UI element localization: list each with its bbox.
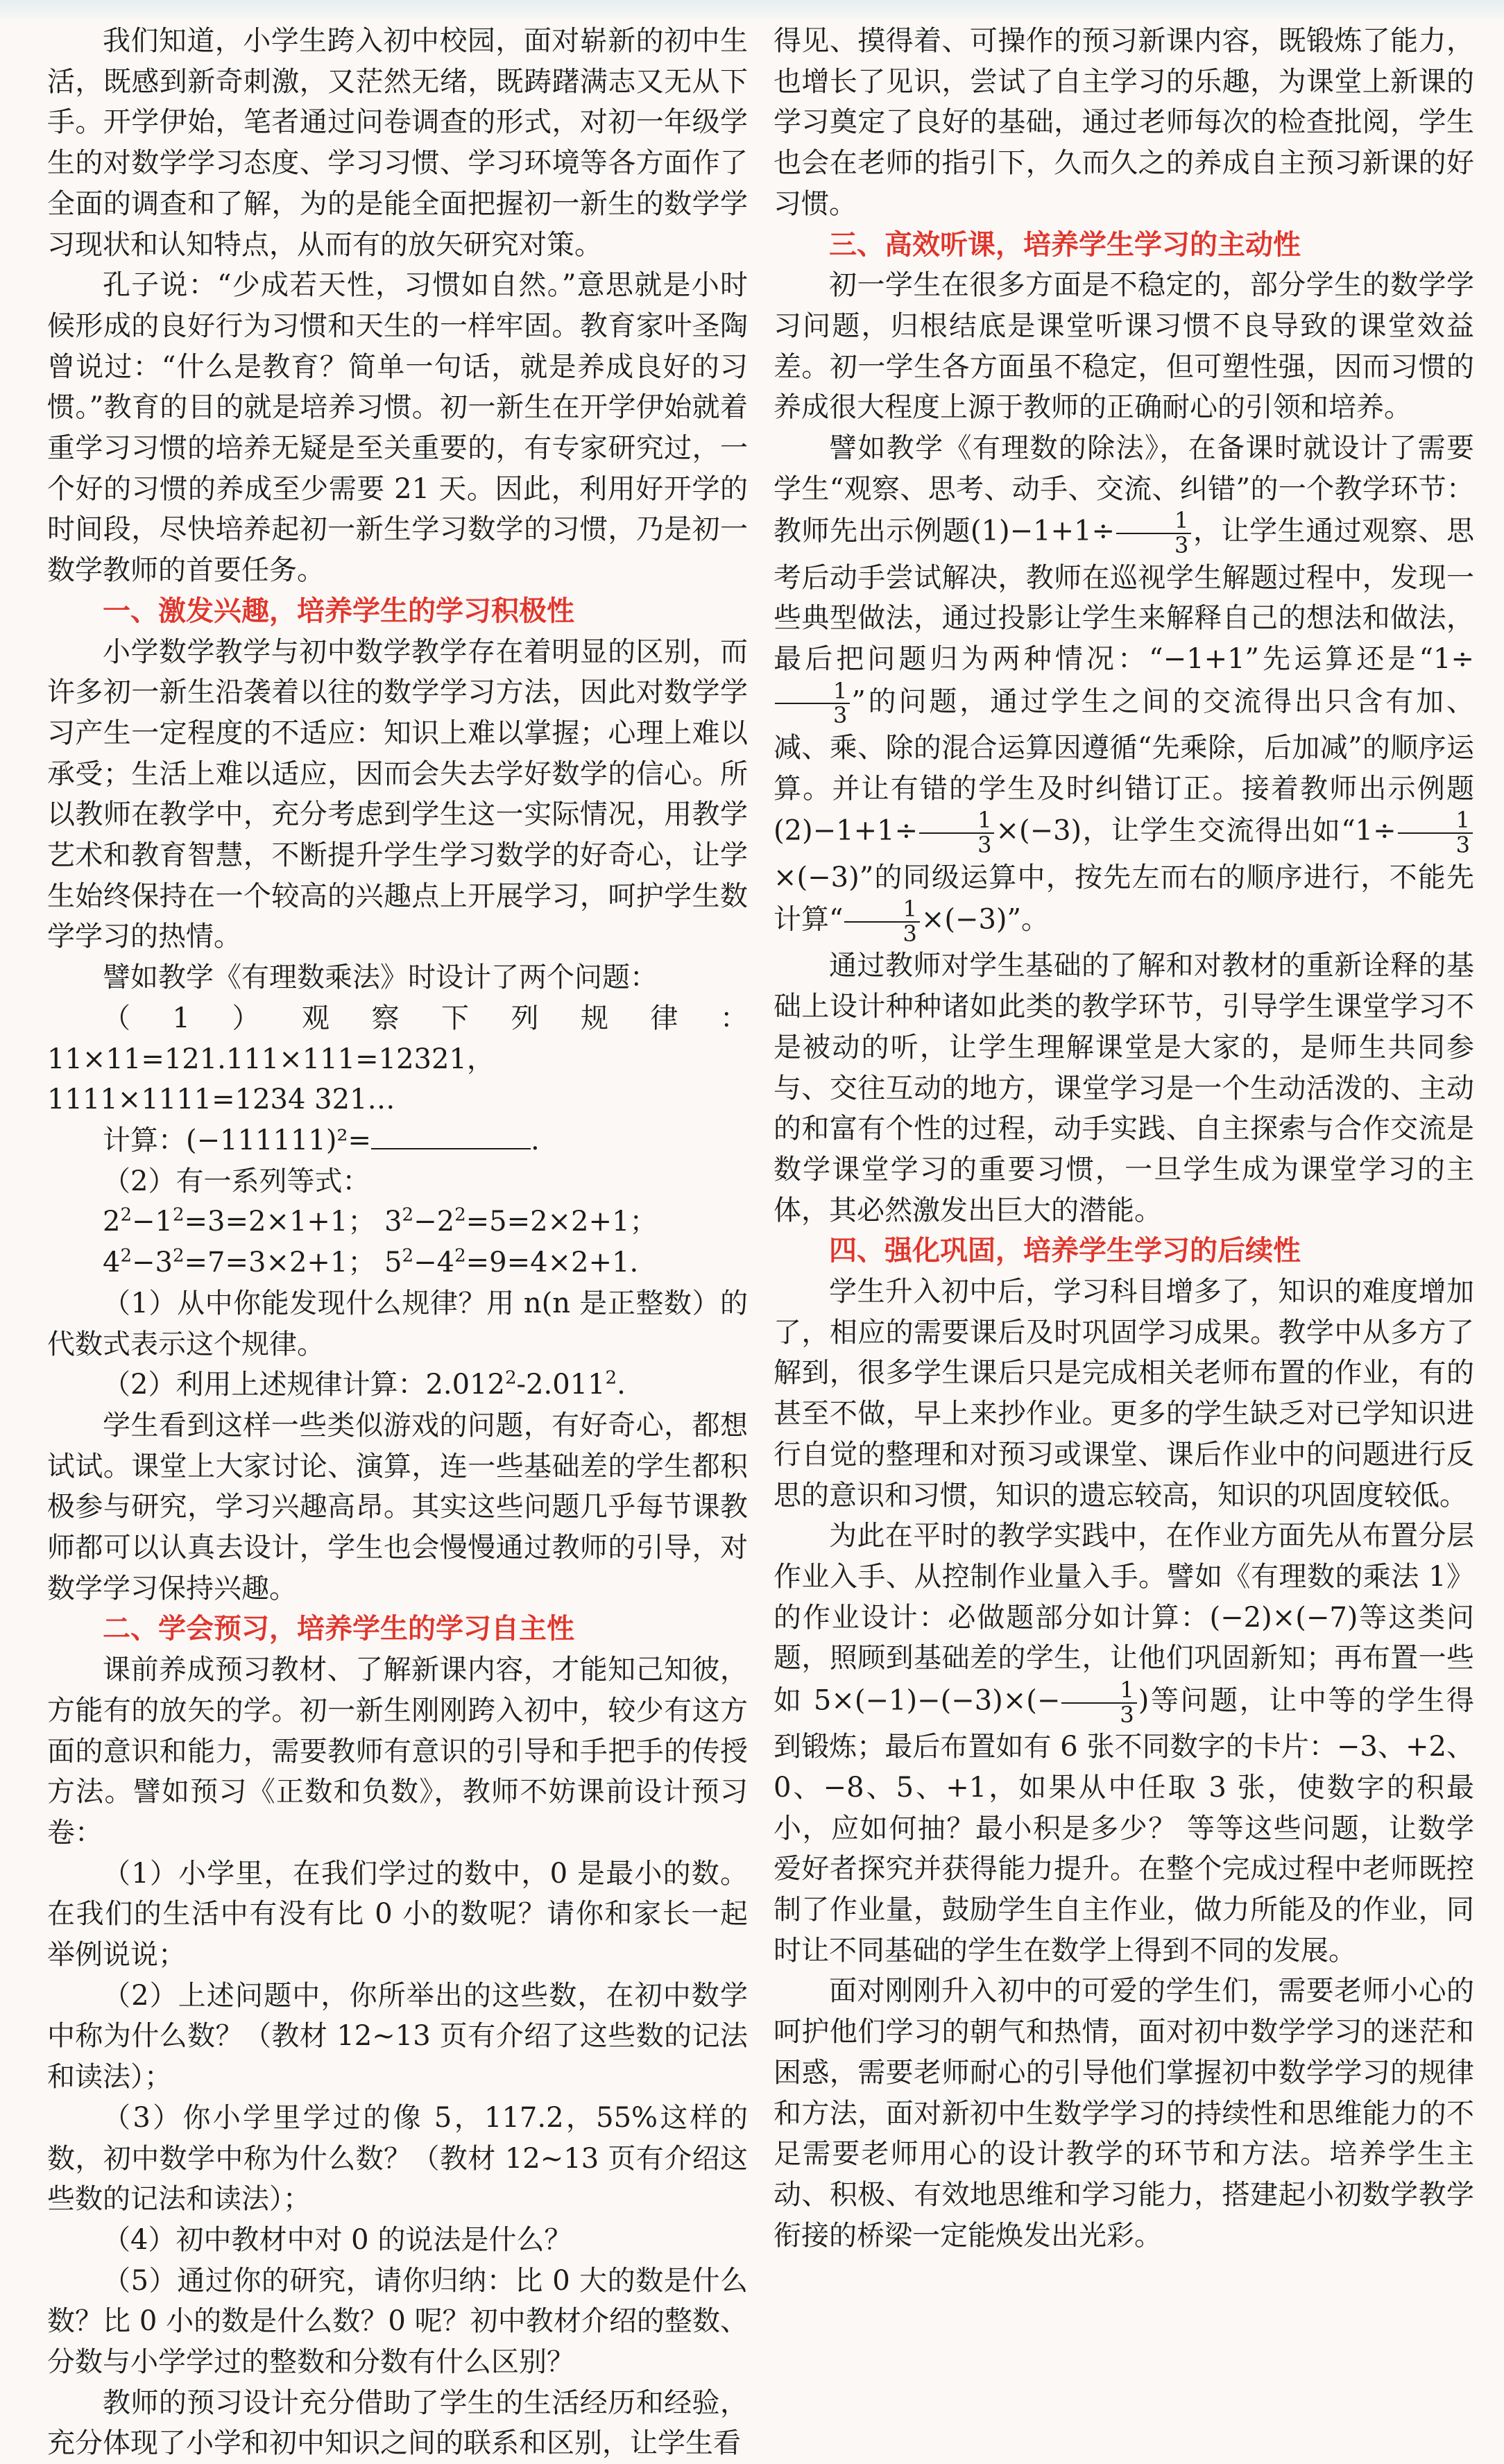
paragraph: 我们知道，小学生跨入初中校园，面对崭新的初中生活，既感到新奇刺激，又茫然无绪，既踌躇满志又无从下手。开学伊始，笔者通过问卷调查的形式，对初一年级学生的对数学学习态度、学习习惯、学习环境等各方面作了全面的调查和了解，为的是能全面把握初一新生的数学学习现状和认知特点，从而有的放矢研究对策。 — [47, 25, 748, 261]
list-item: （5）通过你的研究，请你归纳：比 0 大的数是什么数？比 0 小的数是什么数？0 呢？初中教材介绍的整数、分数与小学学过的整数和分数有什么区别？ — [47, 2264, 748, 2379]
eq-text: =3=2×1+1； 3 — [184, 1206, 402, 1238]
eq-text: −2 — [413, 1206, 455, 1238]
eq-text: 4 — [103, 1247, 121, 1279]
question-line — [47, 1120, 748, 1161]
superscript: 2 — [120, 1205, 132, 1226]
fraction — [919, 809, 994, 857]
list-item: （1）小学里，在我们学过的数中，0 是最小的数。在我们的生活中有没有比 0 小的数呢？请你和家长一起举例说说； — [47, 1857, 748, 1971]
equation-line — [47, 1201, 748, 1242]
fraction-numerator: 1 — [1116, 509, 1191, 534]
section-heading-2: 二、学会预习，培养学生的学习自主性 — [103, 1613, 574, 1645]
question-line: （1）从中你能发现什么规律？用 n(n 是正整数）的代数式表示这个规律。 — [47, 1287, 748, 1360]
question-line: （2）有一系列等式： — [103, 1165, 370, 1197]
superscript: 2 — [120, 1245, 132, 1267]
superscript: 2 — [454, 1245, 466, 1267]
question-line: 1111×1111=1234 321… — [47, 1084, 395, 1116]
paragraph — [774, 428, 1474, 946]
right-column — [774, 21, 1474, 2256]
calc-end: . — [530, 1124, 540, 1156]
superscript: 2 — [504, 1367, 517, 1389]
fraction — [844, 898, 919, 946]
text-run: )等问题，让中等的学生得到锻炼；最后布置如有 6 张不同数字的卡片：−3、+2、0、−8、5、+1，如果从中任取 3 张，使数字的积最小，应如何抽？最小积是多少？ 等等这些问题，让数学爱好者探究并获得能力提升。在整个完成过程中老师既控制了作业量，鼓励学生自主作业，做力所能及的作业，同时让不同基础的学生在数学上得到不同的发展。 — [774, 1684, 1474, 1967]
paragraph: 通过教师对学生基础的了解和对教材的重新诠释的基础上设计种种诸如此类的教学环节，引导学生课堂学习不是被动的听，让学生理解课堂是大家的，是师生共同参与、交往互动的地方，课堂学习是一个生动活泼的、主动的和富有个性的过程，动手实践、自主探索与合作交流是数学课堂学习的重要习惯，一旦学生成为课堂学习的主体，其必然激发出巨大的潜能。 — [774, 950, 1474, 1226]
superscript: 2 — [605, 1367, 617, 1389]
text-run: 为此在平时的教学实践中，在作业方面先从布置分层作业入手、从控制作业量入手。譬如《有理数的乘法 1》的作业设计：必做题部分如计算：(−2)×(−7)等这类问题，照顾到基础差的学生，让他们巩固新知；再布置一些如 5×(−1)−(−3)×(− — [774, 1520, 1474, 1717]
fraction-denominator: 3 — [1174, 532, 1189, 559]
fraction-numerator: 1 — [1061, 1679, 1136, 1704]
eq-text: −4 — [413, 1247, 455, 1279]
eq-text: （2）利用上述规律计算：2.012 — [103, 1369, 505, 1401]
fraction — [775, 677, 850, 729]
text-run: ”的问题，通过学生之间的交流得出只含有加、减、乘、除的混合运算因遵循“先乘除，后加减”的顺序运算。并让有错的学生及时纠错订正。接着教师出示例题(2)−1+1÷ — [774, 685, 1474, 847]
eq-text: =5=2×2+1； — [465, 1206, 658, 1238]
paragraph: 学生升入初中后，学习科目增多了，知识的难度增加了，相应的需要课后及时巩固学习成果。教学中从多方了解到，很多学生课后只是完成相关老师布置的作业，有的甚至不做，早上来抄作业。更多的学生缺乏对已学知识进行自觉的整理和对预习或课堂、课后作业中的问题进行反思的意识和习惯，知识的遗忘较高，知识的巩固度较低。 — [774, 1276, 1474, 1512]
superscript: 2 — [172, 1245, 185, 1267]
answer-blank — [371, 1123, 531, 1149]
fraction-denominator: 3 — [1120, 1701, 1134, 1728]
fraction — [1116, 509, 1191, 557]
superscript: 2 — [454, 1205, 466, 1226]
question-line: （1）观察下列规律：11×11=121.111×111=12321， — [47, 1002, 748, 1075]
list-item: （3）你小学里学过的像 5，117.2，55%这样的数，初中数学中称为什么数？（教材 12~13 页有介绍这些数的记法和读法）； — [47, 2101, 748, 2216]
eq-text: =7=3×2+1； 5 — [184, 1247, 402, 1279]
list-item: （4）初中教材中对 0 的说法是什么？ — [103, 2223, 572, 2256]
superscript: 2 — [402, 1245, 414, 1267]
paragraph: 面对刚刚升入初中的可爱的学生们，需要老师小心的呵护他们学习的朝气和热情，面对初中数学学习的迷茫和困惑，需要老师耐心的引导他们掌握初中数学学习的规律和方法，面对新初中生数学学习的持续性和思维能力的不足需要老师用心的设计教学的环节和方法。培养学生主动、积极、有效地思维和学习能力，搭建起小初数学教学衔接的桥梁一定能焕发出光彩。 — [774, 1975, 1474, 2252]
paragraph: 教师的预习设计充分借助了学生的生活经历和经验，充分体现了小学和初中知识之间的联系和区别，让学生看 — [47, 2386, 748, 2460]
text-run: 譬如教学《有理数的除法》，在备课时就设计了需要学生“观察、思考、动手、交流、纠错”的一个教学环节：教师先出示例题(1)−1+1÷ — [774, 432, 1474, 548]
left-column — [47, 21, 748, 2464]
superscript: 2 — [402, 1205, 414, 1226]
eq-text: =9=4×2+1. — [465, 1247, 639, 1279]
paragraph: 学生看到这样一些类似游戏的问题，有好奇心，都想试试。课堂上大家讨论、演算，连一些基础差的学生都积极参与研究，学习兴趣高昂。其实这些问题几乎每节课教师都可以认真去设计，学生也会慢慢通过教师的引导，对数学学习保持兴趣。 — [47, 1409, 748, 1605]
paragraph: 得见、摸得着、可操作的预习新课内容，既锻炼了能力，也增长了见识，尝试了自主学习的乐趣，为课堂上新课的学习奠定了良好的基础，通过老师每次的检查批阅，学生也会在老师的指引下，久而久之的养成自主预习新课的好习惯。 — [774, 25, 1474, 220]
superscript: 2 — [172, 1205, 185, 1226]
fraction-numerator: 1 — [844, 898, 919, 923]
text-run: ×(−3)”。 — [921, 903, 1049, 936]
top-band — [0, 0, 1504, 19]
calc-text: 计算：(−111111)²= — [103, 1124, 371, 1156]
fraction-denominator: 3 — [977, 831, 992, 858]
paragraph: 孔子说：“少成若天性，习惯如自然。”意思就是小时候形成的良好行为习惯和天生的一样牢固。教育家叶圣陶曾说过：“什么是教育？简单一句话，就是养成良好的习惯。”教育的目的就是培养习惯。初一新生在开学伊始就着重学习习惯的培养无疑是至关重要的，有专家研究过，一个好的习惯的养成至少需要 21 天。因此，利用好开学的时间段，尽快培养起初一新生学习数学的习惯，乃是初一数学教师的首要任务。 — [47, 269, 748, 587]
text-run: ×(−3)，让学生交流得出如“1÷ — [995, 814, 1396, 847]
eq-text: -2.011 — [516, 1369, 606, 1401]
section-heading-4: 四、强化巩固，培养学生学习的后续性 — [829, 1235, 1301, 1267]
text-run: ×(−3)”的同级运算中，按先左而右的顺序进行，不能先计算“ — [774, 861, 1474, 936]
paragraph — [774, 1516, 1474, 1971]
fraction-numerator: 1 — [919, 809, 994, 834]
fraction-denominator: 3 — [833, 702, 848, 729]
section-heading-1: 一、激发兴趣，培养学生的学习积极性 — [103, 594, 574, 627]
eq-text: . — [617, 1369, 626, 1401]
fraction-numerator: 1 — [775, 680, 850, 705]
text-run: ，让学生通过观察、思考后动手尝试解决，教师在巡视学生解题过程中，发现一些典型做法，通过投影让学生来解释自己的想法和做法，最后把问题归为两种情况：“−1+1”先运算还是“1÷ — [774, 515, 1474, 676]
fraction-denominator: 3 — [903, 920, 917, 947]
paragraph: 譬如教学《有理数乘法》时设计了两个问题： — [103, 961, 658, 994]
fraction — [1061, 1679, 1136, 1727]
list-item: （2）上述问题中，你所举出的这些数，在初中数学中称为什么数？（教材 12~13 页有介绍了这些数的记法和读法）； — [47, 1979, 748, 2094]
eq-text: 2 — [103, 1206, 121, 1238]
eq-text: −3 — [132, 1247, 173, 1279]
fraction-numerator: 1 — [1398, 809, 1473, 834]
fraction — [1398, 809, 1473, 857]
question-line — [47, 1364, 748, 1405]
paragraph: 初一学生在很多方面是不稳定的，部分学生的数学学习问题，归根结底是课堂听课习惯不良导致的课堂效益差。初一学生各方面虽不稳定，但可塑性强，因而习惯的养成很大程度上源于教师的正确耐心的引领和培养。 — [774, 269, 1474, 424]
paragraph: 课前养成预习教材、了解新课内容，才能知己知彼，方能有的放矢的学。初一新生刚刚跨入初中，较少有这方面的意识和能力，需要教师有意识的引导和手把手的传授方法。譬如预习《正数和负数》，教师不妨课前设计预习卷： — [47, 1654, 748, 1849]
fraction-denominator: 3 — [1455, 831, 1470, 858]
eq-text: −1 — [132, 1206, 173, 1238]
equation-line — [47, 1242, 748, 1283]
section-heading-3: 三、高效听课，培养学生学习的主动性 — [829, 228, 1301, 261]
paragraph: 小学数学教学与初中数学教学存在着明显的区别，而许多初一新生沿袭着以往的数学学习方法，因此对数学学习产生一定程度的不适应：知识上难以掌握；心理上难以承受；生活上难以适应，因而会失去学好数学的信心。所以教师在教学中，充分考虑到学生这一实际情况，用教学艺术和教育智慧，不断提升学生学习数学的好奇心，让学生始终保持在一个较高的兴趣点上开展学习，呵护学生数学学习的热情。 — [47, 635, 748, 953]
